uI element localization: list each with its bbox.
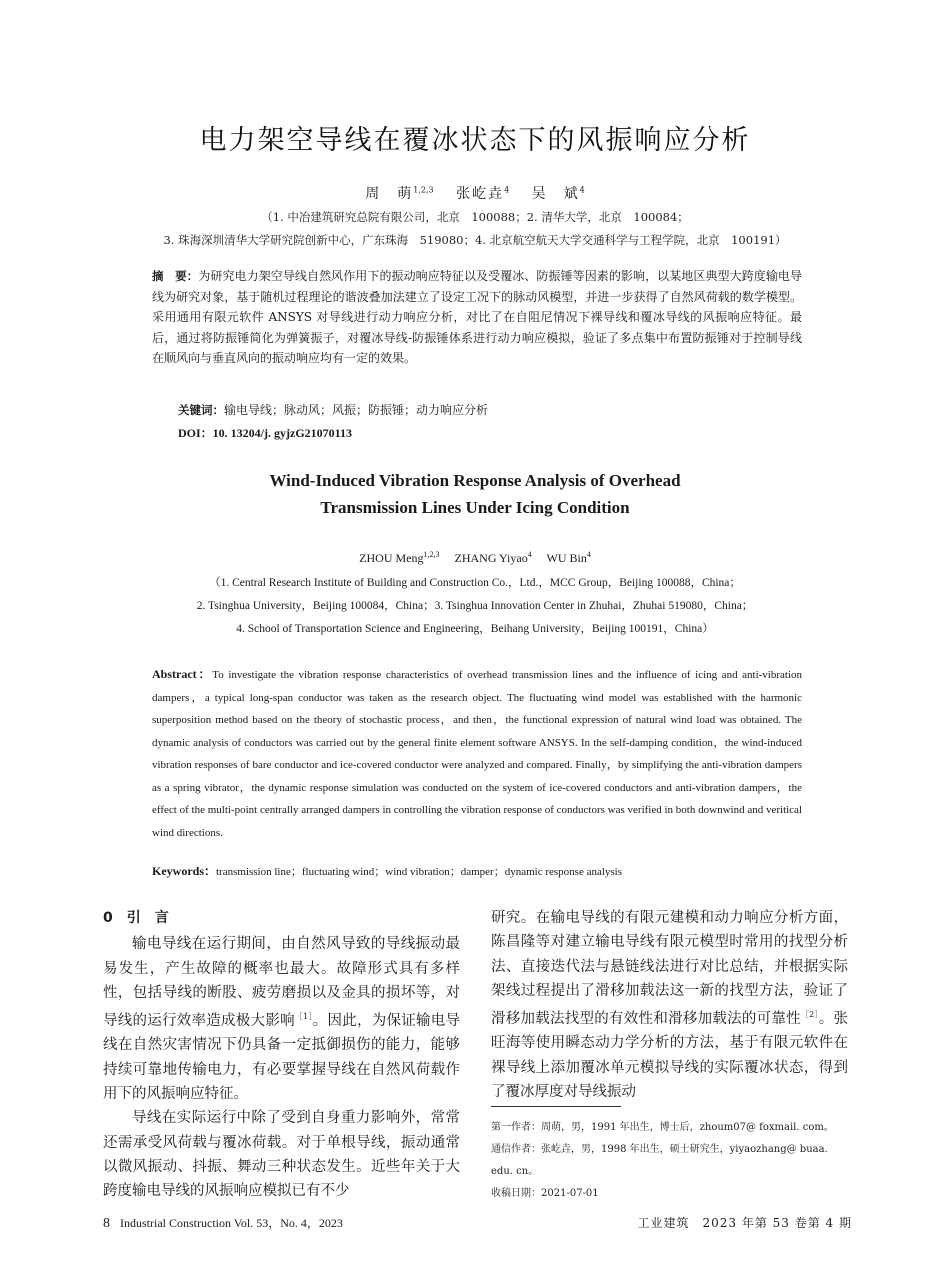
footnote-divider — [491, 1106, 621, 1107]
english-keywords — [152, 862, 622, 879]
paragraph-text: 。因此，为保证输电导线在自然灾害情况下仍具备一定抵御损伤的能力，能够持续可靠地传输电力，有必要掌握导线在自然风荷载作用下的风振响应特征。 — [103, 1013, 461, 1102]
footnote-received-date: 收稿日期：2021-07-01 — [491, 1188, 599, 1199]
body-column-right — [491, 906, 848, 1104]
english-abstract-label: Abstract： — [152, 667, 213, 681]
doi: DOI：10. 13204/j. gyjzG21070113 — [178, 426, 352, 440]
chinese-title: 电力架空导线在覆冰状态下的风振响应分析 — [199, 125, 751, 156]
page-number: 8 — [103, 1216, 110, 1231]
author-affiliation-marker: 4 — [586, 550, 591, 559]
author-affiliation-marker: 1,2,3 — [423, 550, 440, 559]
chinese-keywords-text: 输电导线；脉动风；风振；防振锤；动力响应分析 — [224, 403, 489, 417]
chinese-keywords-label: 关键词： — [178, 403, 224, 417]
chinese-abstract — [152, 266, 802, 369]
chinese-abstract-label: 摘 要： — [152, 269, 199, 283]
body-column-left — [103, 906, 460, 1203]
english-affiliation-line: 4. School of Transportation Science and Engineering，Beihang University，Beijing 100191，China） — [236, 623, 714, 635]
author-name: 张屹垚 — [456, 186, 505, 202]
english-title-line: Wind-Induced Vibration Response Analysis of Overhead — [269, 471, 681, 490]
author-name: ZHOU Meng — [359, 551, 424, 565]
footnote-first-author: 第一作者：周萌，男，1991 年出生，博士后，zhoum07@ foxmail. com。 — [491, 1122, 834, 1133]
section-number: 0 — [103, 910, 113, 926]
chinese-affiliation-line: （1. 中冶建筑研究总院有限公司，北京 100088；2. 清华大学，北京 100084； — [261, 210, 689, 224]
chinese-keywords — [178, 401, 488, 418]
citation-ref: ［2］ — [800, 1010, 819, 1020]
paragraph-text: 。张旺海等使用瞬态动力学分析的方法，基于有限元软件在裸导线上添加覆冰单元模拟导线的实际覆冰状态，得到了覆冰厚度对导线振动 — [491, 1011, 849, 1100]
author-affiliation-marker: 4 — [579, 185, 585, 195]
body-paragraph — [491, 906, 848, 1104]
english-keywords-label: Keywords： — [152, 864, 216, 878]
english-affiliation-line: 2. Tsinghua University，Beijing 100084，China；3. Tsinghua Innovation Center in Zhuhai，Zhuhai 519080，China； — [196, 600, 754, 612]
body-paragraph: 导线在实际运行中除了受到自身重力影响外，常常还需承受风荷载与覆冰荷载。对于单根导线，振动通常以微风振动、抖振、舞动三种状态发生。近些年关于大跨度输电导线的风振响应模拟已有不少 — [103, 1110, 460, 1200]
journal-name-english: Industrial Construction Vol. 53，No. 4，2023 — [120, 1216, 343, 1230]
author-affiliation-marker: 4 — [527, 550, 532, 559]
journal-name-chinese: 工业建筑 2023 年第 53 卷第 4 期 — [637, 1216, 852, 1230]
english-title-line: Transmission Lines Under Icing Condition — [320, 498, 630, 517]
author-name: WU Bin — [546, 551, 587, 565]
page-footer-left — [103, 1214, 343, 1232]
footnotes — [491, 1117, 851, 1205]
body-paragraph — [103, 932, 460, 1106]
english-authors — [0, 550, 950, 566]
paragraph-text: 输电导线在运行期间，由自然风导致的导线振动最易发生，产生故障的概率也最大。故障形式具有多样性，包括导线的断股、疲劳磨损以及金具的损坏等，对导线的运行效率造成极大影响 — [103, 936, 460, 1030]
chinese-abstract-text: 为研究电力架空导线自然风作用下的振动响应特征以及受覆冰、防振锤等因素的影响，以某地区典型大跨度输电导线为研究对象，基于随机过程理论的谐波叠加法建立了设定工况下的脉动风模型，并进一步获得了自然风荷载的数学模型。采用通用有限元软件 ANSYS 对导线进行动力响应分析，对比了在自阻尼情况下裸导线和覆冰导线的风振响应特征。最后，通过将防振锤简化为弹簧振子，对覆冰导线-防振锤体系进行动力响应模拟，验证了多点集中布置防振锤对于控制导线在顺风向与垂直风向的振动响应均有一定的效果。 — [152, 269, 803, 365]
paragraph-text: 研究。在输电导线的有限元建模和动力响应分析方面，陈昌隆等对建立输电导线有限元模型时常用的找型分析法、直接迭代法与悬链线法进行对比总结，并根据实际架线过程提出了滑移加载法这一新的找型方法，验证了滑移加载法找型的有效性和滑移加载法的可靠性 — [491, 910, 848, 1028]
author-name: 周 萌 — [365, 186, 414, 202]
english-abstract-text: To investigate the vibration response characteristics of overhead transmission lines and the influence of icing and anti-vibration dampers，a typical long-span conductor was taken as the research object. The fluctuating wind model was established with the harmonic superposition method based on the theory of stochastic process，and then，the functional expression of natural wind load was obtained. The dynamic analysis of conductors was carried out by the general finite element software ANSYS. In the self-damping condition，the wind-induced vibration responses of bare conductor and ice-covered conductor were analyzed and compared. Finally，by simplifying the anti-vibration dampers as a spring vibrator，the dynamic response simulation was conducted on the system of ice-covered conductors and anti-vibration dampers，the effect of the multi-point centrally arranged dampers in controlling the vibration response of conductors was verified in both downwind and veritical wind directions. — [152, 669, 803, 839]
footnote-corresponding-author: 通信作者：张屹垚，男，1998 年出生，硕士研究生，yiyaozhang@ buaa. edu. cn。 — [491, 1144, 828, 1177]
chinese-affiliation-line: 3. 珠海深圳清华大学研究院创新中心，广东珠海 519080；4. 北京航空航天大学交通科学与工程学院，北京 100191） — [163, 233, 787, 247]
author-affiliation-marker: 4 — [504, 185, 510, 195]
author-name: 吴 斌 — [531, 186, 580, 202]
author-affiliation-marker: 1,2,3 — [413, 185, 434, 195]
section-title: 引 言 — [126, 910, 169, 926]
english-keywords-text: transmission line；fluctuating wind；wind vibration；damper；dynamic response analysis — [216, 866, 623, 878]
chinese-authors — [0, 183, 950, 203]
author-name: ZHANG Yiyao — [454, 551, 528, 565]
citation-ref: ［1］ — [294, 1012, 313, 1022]
section-heading — [103, 906, 460, 930]
english-affiliation-line: （1. Central Research Institute of Building and Construction Co.，Ltd.，MCC Group，Beijing 100088，China； — [209, 577, 741, 589]
english-abstract — [152, 663, 802, 844]
